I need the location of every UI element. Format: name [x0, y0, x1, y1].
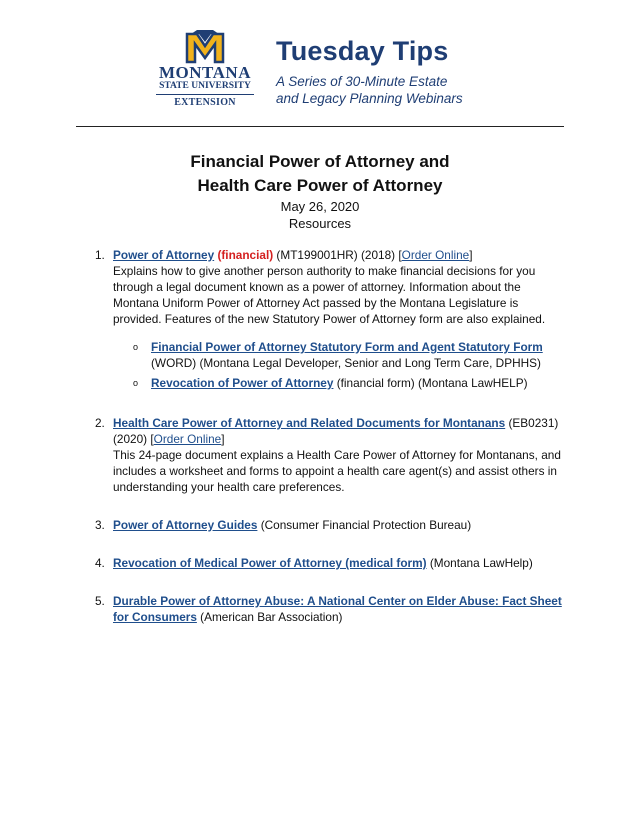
resource-list: [95, 247, 565, 625]
header-divider: [76, 126, 564, 127]
bullet-icon: o: [133, 342, 139, 352]
document-date: May 26, 2020: [280, 199, 360, 214]
list-number: 4.: [95, 556, 105, 570]
series-subtitle-line-2: and Legacy Planning Webinars: [276, 91, 463, 106]
resource-item-4: [95, 555, 565, 571]
financial-tag: (financial): [217, 248, 274, 262]
resource-item-5: [95, 593, 565, 625]
resource-item-1: [95, 247, 565, 391]
subitem-statutory-form: [113, 339, 565, 371]
resource-item-5-meta: (American Bar Association): [196, 610, 343, 624]
statutory-form-meta: (WORD) (Montana Legal Developer, Senior and Long Term Care, DPHHS): [151, 356, 541, 370]
subitem-revocation: [113, 375, 565, 391]
resource-item-1-description: Explains how to give another person authority to make financial decisions for you through a legal document known as a power of attorney. Information about the Montana Uniform Power of Attorney Act passed by the Montana Legislature is provided. Features of the new Statutory Power of Attorney form are also explained.: [113, 264, 546, 326]
logo-montana-text: MONTANA: [159, 63, 251, 82]
montana-m-icon: [185, 30, 225, 64]
logo-state-university-text: STATE UNIVERSITY: [156, 81, 254, 95]
order-online-link[interactable]: Order Online: [153, 432, 222, 446]
logo-extension-text: EXTENSION: [174, 97, 236, 108]
list-number: 2.: [95, 416, 105, 430]
resource-item-2-description: This 24-page document explains a Health Care Power of Attorney for Montanans, and includes a worksheet and forms to appoint a health care agent(s) and assist others in understanding your health care preferences.: [113, 448, 561, 494]
revocation-medical-poa-link[interactable]: Revocation of Medical Power of Attorney (medical form): [113, 556, 427, 570]
msu-extension-logo: [150, 30, 260, 115]
resource-item-1-heading: [113, 247, 565, 263]
power-of-attorney-link[interactable]: Power of Attorney: [113, 248, 215, 262]
bracket-close: ]: [469, 248, 473, 262]
resource-item-2: [95, 415, 565, 495]
resource-item-2-meta: (EB0231) (2020) [: [113, 416, 559, 446]
resource-item-4-meta: (Montana LawHelp): [426, 556, 533, 570]
statutory-form-link[interactable]: Financial Power of Attorney Statutory Form and Agent Statutory Form: [151, 340, 543, 354]
document-title-line-1: Financial Power of Attorney and: [190, 152, 450, 171]
poa-abuse-fact-sheet-link[interactable]: Durable Power of Attorney Abuse: A National Center on Elder Abuse: Fact Sheet for Consumers: [113, 594, 562, 624]
document-title-line-2: Health Care Power of Attorney: [197, 176, 443, 195]
order-online-link[interactable]: Order Online: [401, 248, 470, 262]
resource-item-2-heading: [113, 415, 565, 447]
poa-guides-link[interactable]: Power of Attorney Guides: [113, 518, 258, 532]
series-title: Tuesday Tips: [276, 36, 449, 66]
series-subtitle-line-1: A Series of 30-Minute Estate: [276, 74, 448, 89]
revocation-poa-meta: (financial form) (Montana LawHELP): [333, 376, 528, 390]
bullet-icon: o: [133, 378, 139, 388]
series-subtitle: [276, 73, 463, 107]
revocation-poa-link[interactable]: Revocation of Power of Attorney: [151, 376, 334, 390]
health-care-poa-link[interactable]: Health Care Power of Attorney and Related Documents for Montanans: [113, 416, 506, 430]
list-number: 1.: [95, 248, 105, 262]
document-section-label: Resources: [288, 216, 352, 231]
resource-item-3: [95, 517, 565, 533]
resource-item-1-meta: (MT199001HR) (2018) [: [273, 248, 402, 262]
list-number: 5.: [95, 594, 105, 608]
document-title-block: [0, 150, 640, 232]
resource-item-3-meta: (Consumer Financial Protection Bureau): [257, 518, 472, 532]
list-number: 3.: [95, 518, 105, 532]
bracket-close: ]: [221, 432, 225, 446]
